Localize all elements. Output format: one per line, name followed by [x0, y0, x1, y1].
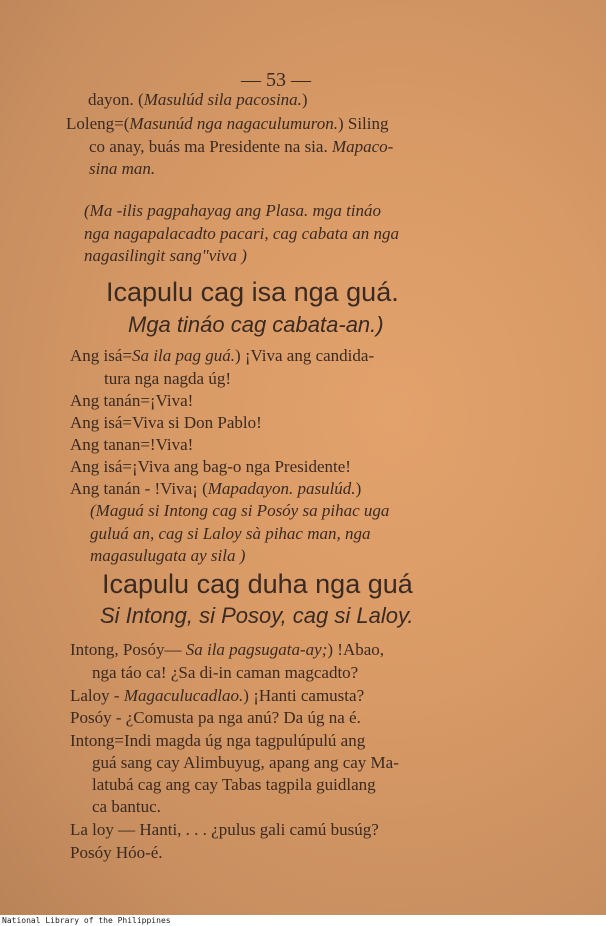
- text-line: Posóy Hóo-é.: [70, 843, 163, 862]
- text-line: Ang tanán=¡Viva!: [70, 391, 194, 410]
- stage-direction-line: guluá an, cag si Laloy sà pihac man, nga: [90, 524, 371, 543]
- scene-subheading: Mga tináo cag cabata-an.): [128, 312, 384, 337]
- text-line: dayon. (Masulúd sila pacosina.): [88, 90, 308, 109]
- page-number: — 53 —: [241, 69, 311, 91]
- stage-direction-line: nga nagapalacadto pacari, cag cabata an nga: [84, 224, 399, 243]
- text-line: Posóy - ¿Comusta pa nga anú? Da úg na é.: [70, 708, 361, 727]
- text-line: La loy — Hanti, . . . ¿pulus gali camú busúg?: [70, 820, 379, 839]
- text-line: Ang isá=Viva si Don Pablo!: [70, 413, 262, 432]
- stage-direction-line: (Ma -ilis pagpahayag ang Plasa. mga tináo: [84, 201, 382, 220]
- text-line: Ang isá=Sa ila pag guá.) ¡Viva ang candida-: [70, 346, 375, 365]
- text-line: Intong, Posóy— Sa ila pagsugata-ay;) !Abao,: [70, 640, 385, 659]
- text-line: Ang tanán - !Viva¡ (Mapadayon. pasulúd.): [70, 479, 362, 498]
- text-line: latubá cag ang cay Tabas tagpila guidlang: [92, 775, 376, 794]
- text-line: sina man.: [89, 159, 156, 178]
- text-line: Ang isá=¡Viva ang bag-o nga Presidente!: [70, 457, 351, 476]
- text-line: Laloy - Magaculucadlao.) ¡Hanti camusta?: [70, 686, 365, 705]
- text-line: nga táo ca! ¿Sa di-in caman magcadto?: [92, 663, 359, 682]
- text-line: co anay, buás ma Presidente na sia. Mapaco-: [89, 137, 394, 156]
- stage-direction-line: nagasilingit sang"viva ): [84, 246, 247, 265]
- text-line: Ang tanan=!Viva!: [70, 435, 194, 454]
- scene-heading: Icapulu cag duha nga guá: [102, 569, 413, 599]
- text-line: tura nga nagda úg!: [104, 369, 231, 388]
- scene-subheading: Si Intong, si Posoy, cag si Laloy.: [100, 603, 414, 628]
- text-line: Loleng=(Masunúd nga nagaculumuron.) Siling: [66, 114, 389, 133]
- stage-direction-line: magasulugata ay sila ): [90, 546, 246, 565]
- library-footer: National Library of the Philippines: [0, 915, 606, 926]
- stage-direction-line: (Maguá si Intong cag si Posóy sa pihac uga: [90, 501, 390, 520]
- text-line: Intong=Indi magda úg nga tagpulúpulú ang: [70, 731, 366, 750]
- scene-heading: Icapulu cag isa nga guá.: [106, 277, 399, 307]
- text-line: ca bantuc.: [92, 797, 161, 816]
- text-line: guá sang cay Alimbuyug, apang ang cay Ma-: [92, 753, 399, 772]
